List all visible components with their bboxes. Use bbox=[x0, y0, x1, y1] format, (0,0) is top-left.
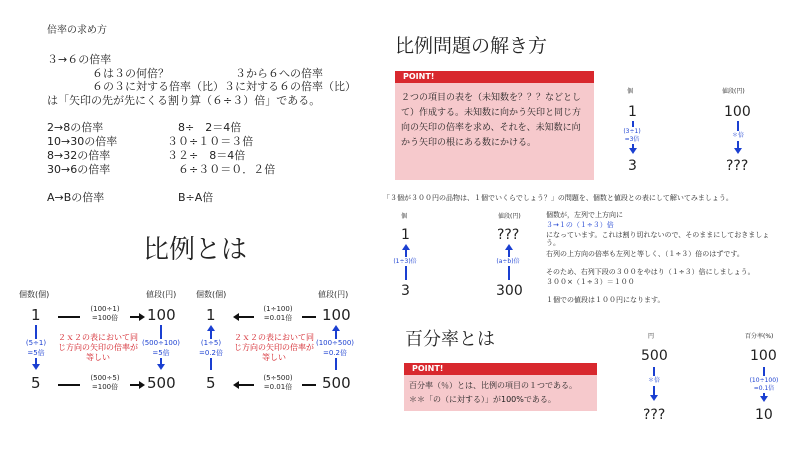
text-line: ６は３の何倍？ bbox=[92, 67, 169, 80]
arrow-label: (1÷100) bbox=[263, 305, 293, 313]
ratio-example: 2→8の倍率 bbox=[47, 121, 104, 134]
arrow-down-icon bbox=[32, 364, 40, 370]
cell-value: 3 bbox=[628, 158, 637, 174]
column-header: 百分率(%) bbox=[745, 333, 774, 340]
column-header: 円 bbox=[648, 333, 655, 340]
cell-value: ??? bbox=[726, 158, 749, 174]
arrow-label: (3÷1) bbox=[623, 128, 641, 135]
point-line: 百分率（％）とは、比例の項目の１つである。 bbox=[409, 381, 577, 390]
arrow-label: =100倍 bbox=[91, 383, 119, 391]
arrow-down-icon bbox=[629, 148, 637, 154]
arrow-label: =0.01倍 bbox=[263, 314, 293, 322]
arrow-right-icon bbox=[139, 313, 145, 321]
arrow-label: (5÷500) bbox=[263, 374, 293, 382]
cell-value: 100 bbox=[322, 306, 351, 324]
ratio-result: ３０÷１０＝３倍 bbox=[167, 135, 254, 148]
arrow-label: =0.2倍 bbox=[323, 349, 347, 357]
cell-value: 1 bbox=[628, 104, 637, 120]
arrow-down-icon bbox=[157, 364, 165, 370]
column-header: 個数(個) bbox=[19, 290, 50, 299]
arrow-label: (1÷3)倍 bbox=[393, 258, 417, 265]
ratio-result: 8÷ 2＝4倍 bbox=[178, 121, 242, 134]
point-box-percentage bbox=[404, 363, 597, 411]
heading-proportion: 比例とは bbox=[143, 235, 248, 265]
column-header: 値段(円) bbox=[146, 290, 177, 299]
text-line: ６の３に対する倍率（比）３に対する６の倍率（比） bbox=[92, 80, 356, 93]
arrow-label: =100倍 bbox=[91, 314, 119, 322]
arrow-right-icon bbox=[139, 381, 145, 389]
explanation-line: 右列の上方向の倍率も左列と等しく、（１÷３）倍のはずです。 bbox=[546, 250, 744, 258]
column-header: 値段(円) bbox=[318, 290, 349, 299]
heading-percentage: 百分率とは bbox=[405, 329, 495, 350]
arrow-label: ＊倍 bbox=[647, 377, 660, 384]
text-line: は「矢印の先が先にくる割り算（６÷３）倍」である。 bbox=[47, 94, 321, 107]
ratio-result: ３２÷ 8＝4倍 bbox=[167, 149, 246, 162]
arrow-label: =0.1倍 bbox=[753, 385, 775, 392]
cell-value: 1 bbox=[401, 227, 410, 243]
arrow-label: (100÷500) bbox=[315, 339, 355, 347]
arrow-down-icon bbox=[734, 148, 742, 154]
arrow-label: (1÷5) bbox=[200, 339, 222, 347]
explanation-line: ３００×（１÷３）＝１００ bbox=[546, 278, 635, 286]
column-header: 個 bbox=[401, 213, 408, 220]
ratio-example: 30→6の倍率 bbox=[47, 163, 111, 176]
cell-value: 100 bbox=[750, 348, 777, 364]
arrow-down-icon bbox=[650, 395, 658, 401]
explanation-line: 個数が，左列で上方向に bbox=[546, 211, 623, 219]
text-line: ３から６への倍率 bbox=[235, 67, 323, 80]
heading-solve-proportion: 比例問題の解き方 bbox=[395, 35, 548, 57]
arrow-label: =5倍 bbox=[27, 349, 45, 357]
column-header: 個 bbox=[627, 88, 634, 95]
point-label: POINT! bbox=[395, 71, 594, 83]
cell-value: 5 bbox=[206, 374, 216, 392]
arrow-label: =0.2倍 bbox=[199, 349, 223, 357]
point-label: POINT! bbox=[404, 363, 597, 375]
text-line: ３→６の倍率 bbox=[47, 53, 112, 66]
ratio-general: A→Bの倍率 bbox=[47, 191, 105, 204]
cell-value: 100 bbox=[724, 104, 751, 120]
column-header: 値段(円) bbox=[722, 88, 745, 95]
arrow-label: (a÷b)倍 bbox=[496, 258, 520, 265]
point-text bbox=[409, 379, 597, 407]
cell-value: 500 bbox=[322, 374, 351, 392]
ratio-example: 10→30の倍率 bbox=[47, 135, 118, 148]
arrow-label: (100÷1) bbox=[90, 305, 120, 313]
cell-value: 300 bbox=[496, 283, 523, 299]
note-text: ２ｘ２の表において同じ方向の矢印の倍率が等しい bbox=[234, 333, 314, 362]
question-text: 「３個が３００円の品物は、１個でいくらでしょう？」の問題を、個数と値段との表にして解いてみましょう。 bbox=[383, 194, 733, 202]
cell-value: 500 bbox=[147, 374, 176, 392]
point-line: ＊＊「の（に対する）」が100%である。 bbox=[409, 395, 556, 404]
point-box bbox=[395, 71, 594, 180]
arrow-label: =0.01倍 bbox=[263, 383, 293, 391]
explanation-line: １個での値段は１００円になります。 bbox=[546, 296, 665, 304]
section-title-ratio: 倍率の求め方 bbox=[47, 25, 107, 36]
arrow-label: =3倍 bbox=[624, 136, 640, 143]
cell-value: 500 bbox=[641, 348, 668, 364]
cell-value: ??? bbox=[643, 407, 666, 423]
explanation-line: ３→１の（１÷３）倍 bbox=[546, 221, 614, 229]
column-header: 値段(円) bbox=[498, 213, 521, 220]
arrow-label: ＊倍 bbox=[731, 132, 744, 139]
cell-value: 1 bbox=[31, 306, 41, 324]
cell-value: 3 bbox=[401, 283, 410, 299]
cell-value: 100 bbox=[147, 306, 176, 324]
note-text: ２ｘ２の表において同じ方向の矢印の倍率が等しい bbox=[58, 333, 138, 362]
arrow-label: (500÷100) bbox=[141, 339, 181, 347]
explanation-line: そのため、右列下段の３００をやはり（１÷３）倍にしましょう。 bbox=[546, 268, 755, 276]
ratio-example: 8→32の倍率 bbox=[47, 149, 111, 162]
arrow-label: (5÷1) bbox=[25, 339, 47, 347]
cell-value: ??? bbox=[497, 227, 520, 243]
arrow-label: =5倍 bbox=[152, 349, 170, 357]
explanation-line: になっています。これは割り切れないので、そのままにしておきましょう。 bbox=[546, 231, 770, 247]
cell-value: 10 bbox=[755, 407, 773, 423]
arrow-down-icon bbox=[760, 396, 768, 402]
cell-value: 1 bbox=[206, 306, 216, 324]
arrow-label: (10÷100) bbox=[749, 377, 779, 384]
point-text: ２つの項目の表を（未知数を？？？などとして）作成する。未知数に向かう矢印と同じ方向の矢印の倍率を求め、それを、未知数に向かう矢印の根にある数にかける。 bbox=[401, 93, 582, 148]
ratio-result: ６÷３０＝０．２倍 bbox=[178, 163, 276, 176]
column-header: 個数(個) bbox=[196, 290, 227, 299]
ratio-general-result: B÷A倍 bbox=[178, 191, 214, 204]
cell-value: 5 bbox=[31, 374, 41, 392]
arrow-label: (500÷5) bbox=[90, 374, 120, 382]
